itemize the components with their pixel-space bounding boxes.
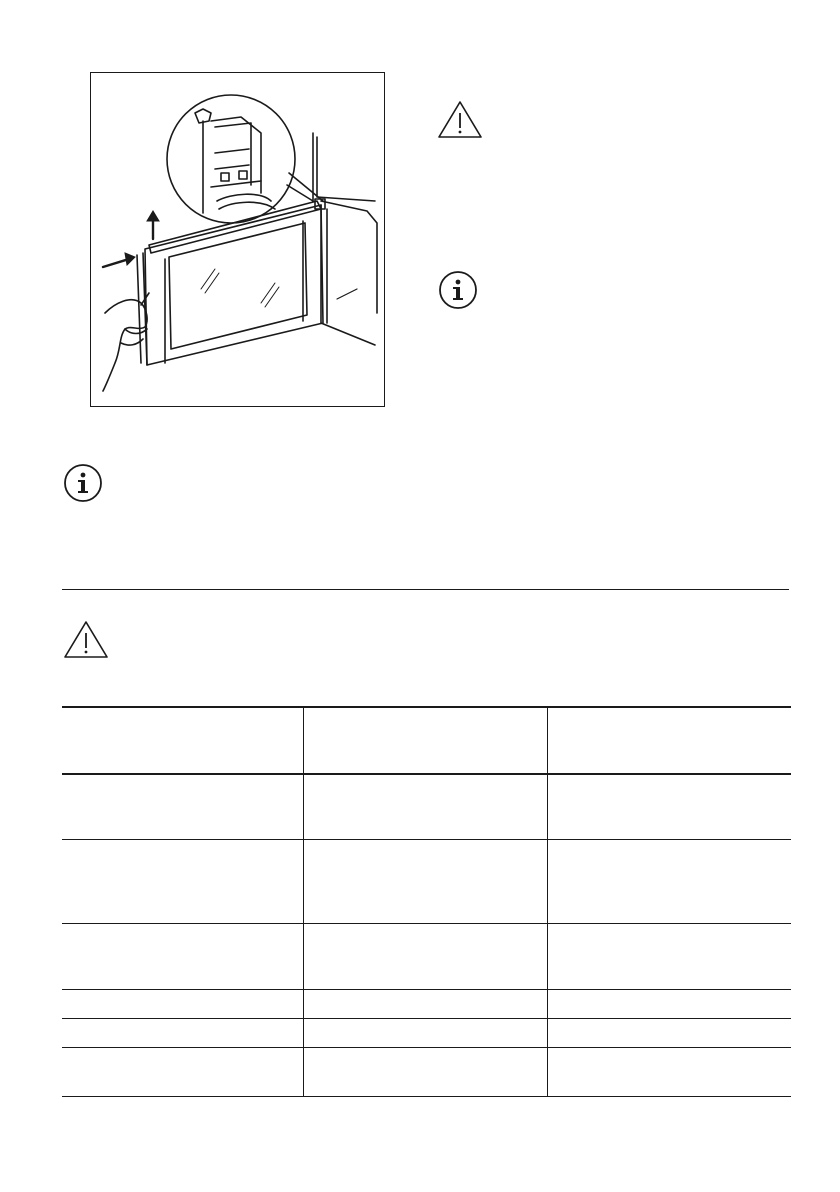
- table-cell: [304, 923, 548, 989]
- warning-triangle-icon: [63, 620, 109, 660]
- table-cell: [62, 1047, 304, 1096]
- table-cell: [548, 989, 792, 1018]
- warning-triangle-icon: [437, 100, 483, 140]
- table-cell: [62, 839, 304, 923]
- table-row: [62, 923, 791, 989]
- table-row: [62, 774, 791, 839]
- section-divider: [62, 589, 789, 590]
- table-cell: [62, 774, 304, 839]
- table-header-cell: [548, 707, 792, 774]
- table-row: [62, 1047, 791, 1096]
- info-circle-icon: [438, 270, 478, 310]
- table-cell: [548, 839, 792, 923]
- table-cell: [548, 1018, 792, 1047]
- table-cell: [304, 839, 548, 923]
- door-removal-figure: [90, 72, 385, 407]
- troubleshooting-table: [62, 706, 791, 1097]
- table-row: [62, 839, 791, 923]
- warning-notice-section: [63, 620, 109, 665]
- table-row: [62, 1018, 791, 1047]
- info-notice-left: [63, 463, 103, 508]
- oven-door-illustration: [91, 73, 384, 406]
- table-cell: [304, 774, 548, 839]
- table-cell: [548, 774, 792, 839]
- table-cell: [304, 989, 548, 1018]
- table-cell: [62, 989, 304, 1018]
- info-circle-icon: [63, 463, 103, 503]
- table-cell: [62, 1018, 304, 1047]
- warning-notice-top: [437, 100, 483, 145]
- table-cell: [304, 1018, 548, 1047]
- table-header-cell: [62, 707, 304, 774]
- table-header-cell: [304, 707, 548, 774]
- info-notice-top: [438, 270, 478, 315]
- table-cell: [304, 1047, 548, 1096]
- table-cell: [548, 923, 792, 989]
- table-row: [62, 989, 791, 1018]
- table-cell: [62, 923, 304, 989]
- table-header-row: [62, 707, 791, 774]
- table-cell: [548, 1047, 792, 1096]
